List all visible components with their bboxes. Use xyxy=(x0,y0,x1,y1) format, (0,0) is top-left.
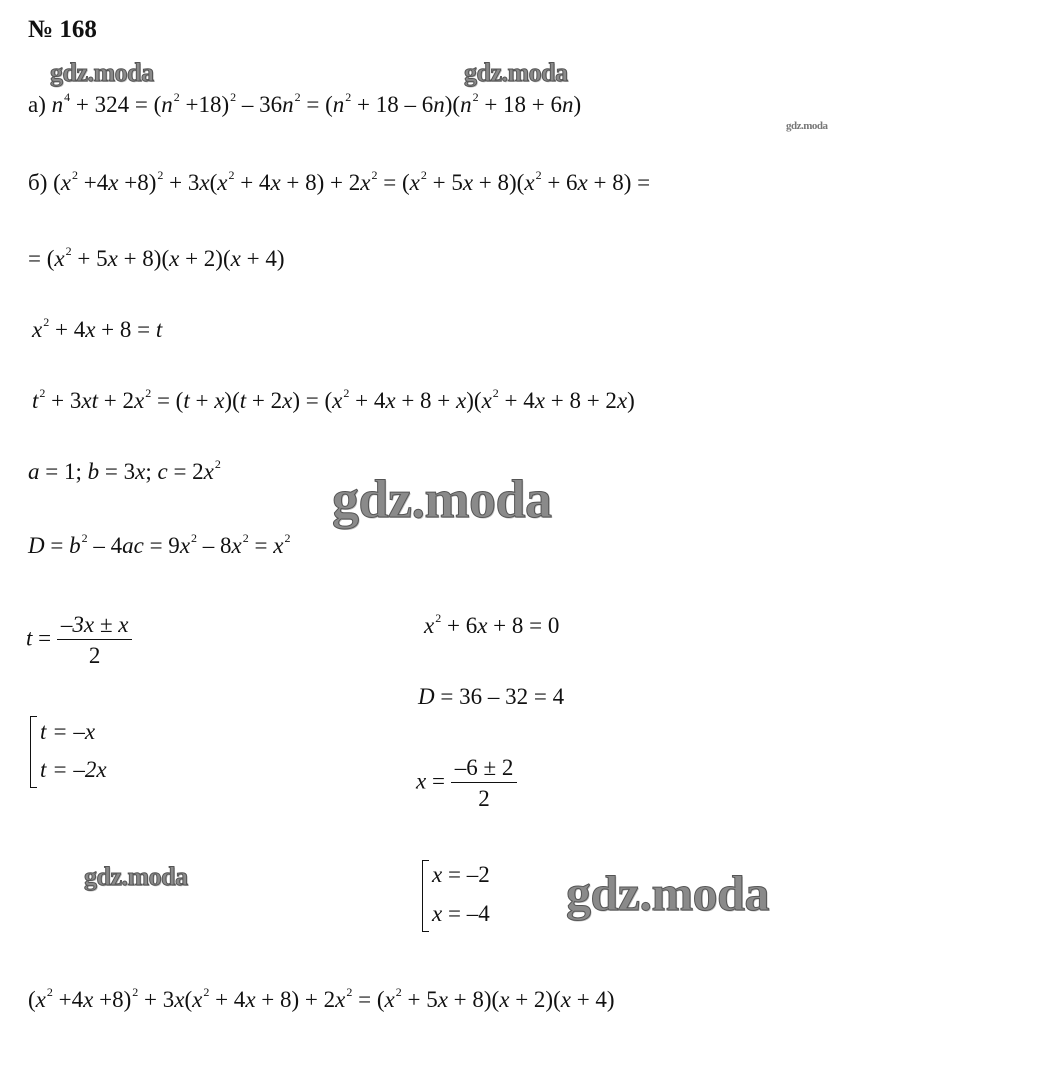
fraction: $\frac{-3x \pm x}{2}$ xyxy=(57,613,133,667)
cases-bracket xyxy=(30,716,37,788)
problem-number: № 168 xyxy=(28,16,97,43)
equation-line-b: б) $(x^2 +4x +8)^2 + 3x(x^2 + 4x + 8) + 2x^2 = (x^2 + 5x + 8)(x^2 + 6x + 8)$ = xyxy=(28,168,651,195)
discriminant-line: $D = b^2 - 4ac = 9x^2 - 8x^2 = x^2$ xyxy=(28,531,291,558)
item-label: б) xyxy=(28,170,48,195)
x-root-formula: x = $\frac{-6 \pm 2}{2}$ xyxy=(416,756,517,810)
cases-bracket xyxy=(422,860,429,932)
t-case-2: t = –2x xyxy=(40,757,107,782)
watermark: gdz.moda xyxy=(332,469,552,529)
fraction: $\frac{-6 \pm 2}{2}$ xyxy=(451,756,518,810)
equation-line-a: а) $n^4 + 324 = (n^2 +18)^2 - 36n^2 = (n^2 + 18 - 6n)(n^2 + 18 + 6n)$ xyxy=(28,90,582,117)
watermark: gdz.moda xyxy=(464,58,568,87)
watermark: gdz.moda xyxy=(786,120,828,132)
item-label: а) xyxy=(28,92,46,117)
right-discriminant: D = 36 – 32 = 4 xyxy=(418,684,565,709)
right-equation: $x^2 + 6x + 8 = 0$ xyxy=(424,611,560,638)
x-case-2: x = –4 xyxy=(432,901,490,926)
t-root-formula: t = $\frac{-3x \pm x}{2}$ xyxy=(26,613,132,667)
substitution-line: $x^2 + 4x + 8 = t$ xyxy=(32,315,163,342)
equation-line-c: = $(x^2 + 5x + 8)(x + 2)(x + 4)$ xyxy=(28,244,285,271)
coefficients-line: a = 1; b = 3x; $c = 2x^2$ xyxy=(28,457,221,484)
t-case-1: t = –x xyxy=(40,719,96,744)
final-answer: $(x^2 +4x +8)^2 + 3x(x^2 + 4x + 8) + 2x^2 = (x^2 + 5x + 8)(x + 2)(x + 4)$ xyxy=(28,985,615,1012)
watermark: gdz.moda xyxy=(566,865,769,921)
quadratic-line: $t^2 + 3xt + 2x^2 = (t + x)(t + 2x) = (x^2 + 4x + 8 + x)(x^2 + 4x + 8 + 2x)$ xyxy=(32,386,635,413)
x-case-1: x = –2 xyxy=(432,862,490,887)
watermark: gdz.moda xyxy=(84,862,188,891)
watermark: gdz.moda xyxy=(50,58,154,87)
